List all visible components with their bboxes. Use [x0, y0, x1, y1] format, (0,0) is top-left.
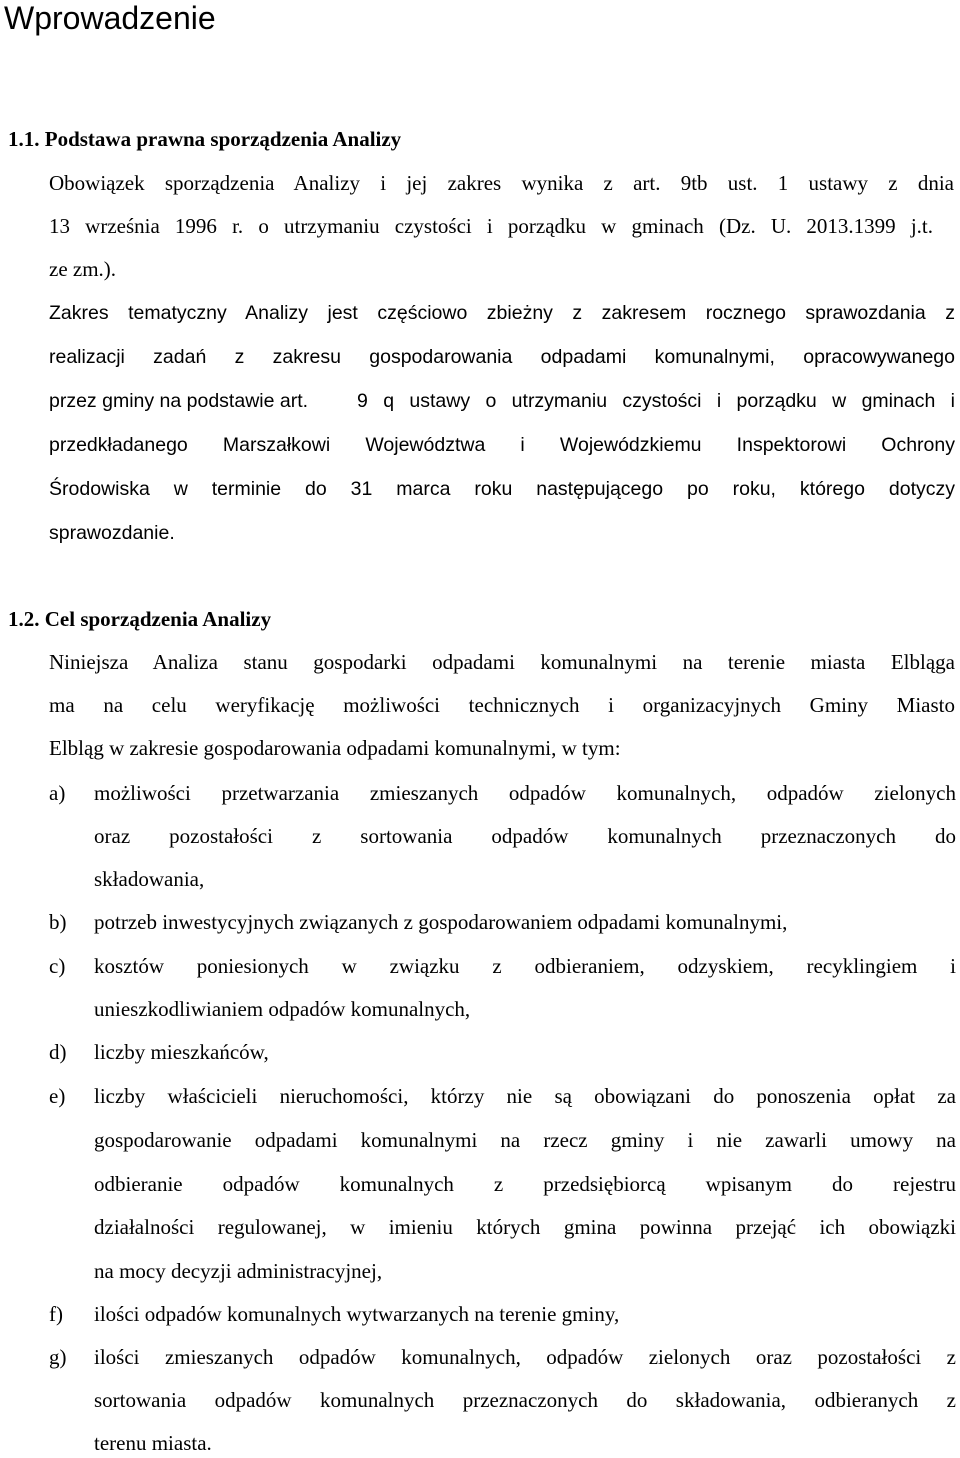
text-line: sortowania odpadów komunalnych przeznaczonych do składowania, odbieranych z	[94, 1388, 956, 1412]
text-line: działalności regulowanej, w imieniu których gmina powinna przejąć ich obowiązki	[94, 1215, 956, 1239]
text-line: potrzeb inwestycyjnych związanych z gospodarowaniem odpadami komunalnymi,	[94, 910, 788, 934]
section-heading-1-2: 1.2. Cel sporządzenia Analizy	[8, 607, 272, 631]
text-line: Niniejsza Analiza stanu gospodarki odpadami komunalnymi na terenie miasta Elbląga	[49, 650, 955, 674]
text-line: ilości odpadów komunalnych wytwarzanych na terenie gminy,	[94, 1302, 620, 1326]
text-line: oraz pozostałości z sortowania odpadów komunalnych przeznaczonych do	[94, 824, 956, 848]
list-item-label: c)	[49, 954, 66, 978]
list-item-label: d)	[49, 1040, 67, 1064]
text-line: Środowiska w terminie do 31 marca roku następującego po roku, którego dotyczy	[49, 478, 955, 500]
text-line: Elbląg w zakresie gospodarowania odpadami komunalnymi, w tym:	[49, 736, 621, 760]
list-item-label: e)	[49, 1084, 66, 1108]
text-line: ilości zmieszanych odpadów komunalnych, odpadów zielonych oraz pozostałości z	[94, 1345, 956, 1369]
text-line: sprawozdanie.	[49, 522, 175, 544]
text-line: realizacji zadań z zakresu gospodarowania odpadami komunalnymi, opracowywanego	[49, 346, 955, 368]
list-item-label: g)	[49, 1345, 67, 1369]
text-line: ze zm.).	[49, 257, 117, 281]
list-item-label: a)	[49, 781, 66, 805]
text-line: liczby właścicieli nieruchomości, którzy nie są obowiązani do ponoszenia opłat za	[94, 1084, 956, 1108]
text-line: Zakres tematyczny Analizy jest częściowo zbieżny z zakresem rocznego sprawozdania z	[49, 302, 955, 324]
text-line: ma na celu weryfikację możliwości technicznych i organizacyjnych Gminy Miasto	[49, 693, 955, 717]
text-line: przedkładanego Marszałkowi Województwa i Wojewódzkiemu Inspektorowi Ochrony	[49, 434, 955, 456]
list-item-label: b)	[49, 910, 67, 934]
list-item-label: f)	[49, 1302, 63, 1326]
text-line: możliwości przetwarzania zmieszanych odpadów komunalnych, odpadów zielonych	[94, 781, 956, 805]
text-line: przez gminy na podstawie art.	[49, 390, 309, 412]
text-line: kosztów poniesionych w związku z odbieraniem, odzyskiem, recyklingiem i	[94, 954, 956, 978]
text-line: gospodarowanie odpadami komunalnymi na rzecz gminy i nie zawarli umowy na	[94, 1128, 956, 1152]
text-line: 13 września 1996 r. o utrzymaniu czystości i porządku w gminach (Dz. U. 2013.1399 j.t.	[49, 214, 933, 238]
text-line: odbieranie odpadów komunalnych z przedsiębiorcą wpisanym do rejestru	[94, 1172, 956, 1196]
text-line: składowania,	[94, 867, 205, 891]
text-line: liczby mieszkańców,	[94, 1040, 269, 1064]
text-line: terenu miasta.	[94, 1431, 212, 1455]
page-title: Wprowadzenie	[4, 0, 216, 36]
text-line: na mocy decyzji administracyjnej,	[94, 1259, 383, 1283]
section-heading-1-1: 1.1. Podstawa prawna sporządzenia Analizy	[8, 127, 402, 151]
text-line: unieszkodliwianiem odpadów komunalnych,	[94, 997, 471, 1021]
text-line: 9 q ustawy o utrzymaniu czystości i porządku w gminach i	[357, 390, 955, 412]
text-line: Obowiązek sporządzenia Analizy i jej zakres wynika z art. 9tb ust. 1 ustawy z dnia	[49, 171, 954, 195]
